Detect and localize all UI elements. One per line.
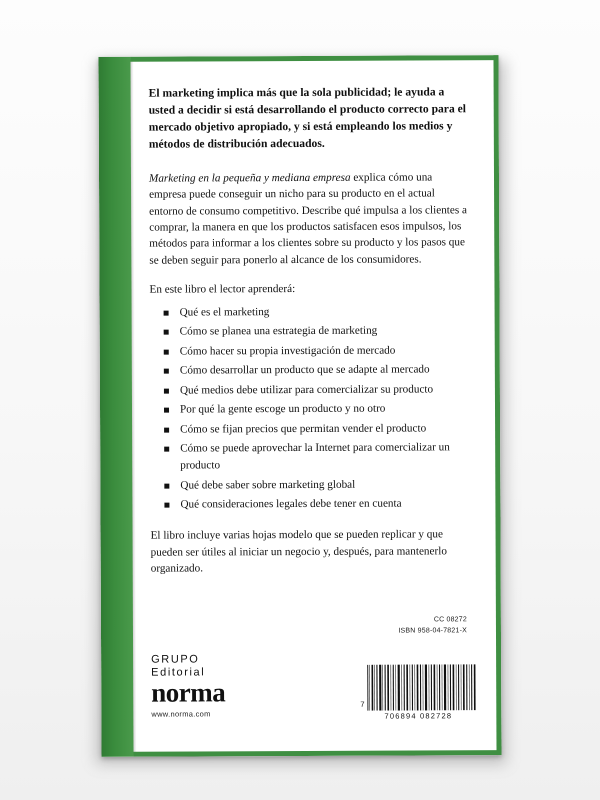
publisher-editorial-label: Editorial xyxy=(151,666,206,679)
list-item xyxy=(164,476,470,494)
description-paragraph xyxy=(149,169,469,269)
list-item xyxy=(164,323,470,341)
list-item xyxy=(164,440,470,475)
square-bullet-icon xyxy=(164,369,169,374)
list-item-label: Cómo se planea una estrategia de marketing xyxy=(179,324,378,338)
book-spine xyxy=(98,57,133,757)
description-rest: explica cómo una empresa puede conseguir un nicho para su producto en el actual entorno de consumo competitivo. Describe qué impulsa a los clientes a comprar, la manera en que los productos satisfacen esos impulsos, los métodos para informar a los clientes sobre su producto y los pasos que se deben seguir para ponerlo al alcance de los consumidores. xyxy=(149,171,467,267)
square-bullet-icon xyxy=(164,408,169,413)
square-bullet-icon xyxy=(164,310,169,315)
barcode-lead-digit: 7 xyxy=(360,699,365,709)
square-bullet-icon xyxy=(164,388,169,393)
list-item xyxy=(164,401,470,419)
square-bullet-icon xyxy=(164,427,169,432)
list-item xyxy=(164,342,470,360)
isbn-code: ISBN 958-04-7821-X xyxy=(398,626,467,635)
list-intro: En este libro el lector aprenderá: xyxy=(149,283,296,296)
square-bullet-icon xyxy=(164,484,169,489)
list-item xyxy=(164,303,470,321)
publisher-url: www.norma.com xyxy=(151,709,211,719)
back-cover-text xyxy=(149,83,471,590)
lead-paragraph: El marketing implica más que la sola publicidad; le ayuda a usted a decidir si está desarrollando el producto correcto para el mercado objetivo apropiado, y si está empleando los medios y métodos de distribución adecuados. xyxy=(148,85,467,152)
list-item xyxy=(164,496,470,514)
square-bullet-icon xyxy=(164,330,169,335)
list-item-label: Qué consideraciones legales debe tener en cuenta xyxy=(180,498,402,511)
catalog-codes xyxy=(398,615,467,636)
square-bullet-icon xyxy=(164,349,169,354)
list-item-label: Cómo hacer su propia investigación de mercado xyxy=(179,344,396,358)
book-back-cover xyxy=(98,55,501,757)
publisher-logo xyxy=(151,654,225,719)
list-item xyxy=(164,381,470,399)
list-item xyxy=(164,362,470,380)
learning-points-list xyxy=(150,303,471,514)
list-item-label: Qué es el marketing xyxy=(179,305,270,319)
list-item-label: Qué debe saber sobre marketing global xyxy=(180,478,356,492)
list-item-label: Cómo desarrollar un producto que se adapte al mercado xyxy=(179,363,430,377)
barcode-block xyxy=(357,661,479,722)
catalog-code: CC 08272 xyxy=(433,616,467,624)
book-title-inline: Marketing en la pequeña y mediana empresa xyxy=(148,171,351,185)
closing-paragraph: El libro incluye varias hojas modelo que se pueden replicar y que pueden ser útiles al iniciar un negocio y, después, para mantenerlo organizado. xyxy=(150,528,447,576)
list-item xyxy=(164,420,470,438)
publisher-name: norma xyxy=(151,677,226,709)
cover-rule-top xyxy=(130,55,498,62)
list-item-label: Cómo se fijan precios que permitan vender el producto xyxy=(180,422,427,436)
square-bullet-icon xyxy=(164,447,169,452)
barcode-digits: 706894 082728 xyxy=(384,711,453,721)
list-item-label: Por qué la gente escoge un producto y no otro xyxy=(179,403,386,416)
publisher-grupo-label: GRUPO xyxy=(151,653,200,666)
list-item-label: Cómo se puede aprovechar la Internet para comercializar un producto xyxy=(180,441,450,472)
list-item-label: Qué medios debe utilizar para comercializar su producto xyxy=(179,383,434,397)
square-bullet-icon xyxy=(164,503,169,508)
barcode-icon xyxy=(367,664,476,710)
